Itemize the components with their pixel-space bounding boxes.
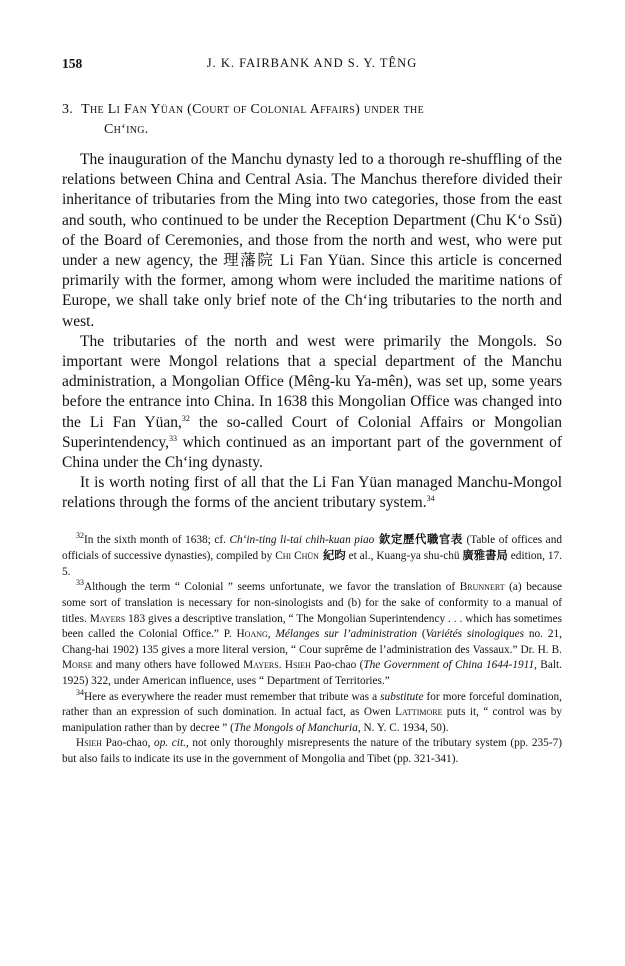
paragraph-2-part-a: The tributaries of the north and west were primarily the Mongols. So important were Mongol relations that a special department of the Manchu administration, a Mongolian Office (Mêng-ku Ya-mên), was set up, some years before the entrance into China. In 1638 this Mongolian Office was changed into the Li Fan Yüan,: [62, 332, 562, 431]
citation-abbrev: op. cit.: [154, 737, 186, 750]
footnote-text: , Balt. 1925) 322, under American influence, uses “ Department of Territories.”: [62, 659, 562, 687]
footnote-text: Pao-chao (: [310, 659, 364, 672]
cited-title: The Government of China 1644-1911: [363, 659, 535, 672]
chinese-characters: 廣雅書局: [462, 549, 508, 563]
cited-title: Ch‘in-ting li-tai chih-kuan piao: [229, 533, 375, 546]
footnote-text: and many others have followed: [92, 659, 244, 672]
author-name: Chi Chün: [275, 550, 319, 563]
footnote-text: In the sixth month of 1638; cf.: [84, 533, 230, 546]
author-name: Brunnert: [459, 581, 505, 594]
footnote-text: no. 21, Chang-hai 1902) 135 gives a more literal version, “ Cour suprême de l’administration des Vassaux.” Dr. H. B.: [62, 628, 562, 656]
section-title-line2: Ch‘ing.: [104, 122, 149, 137]
chinese-characters: 紀昀: [318, 549, 346, 563]
footnote-text: puts it, “ control was by manipulation rather than by decree ” (: [62, 706, 562, 734]
footnote-33: [62, 580, 562, 689]
section-title-line1: The Li Fan Yüan (Court of Colonial Affairs) under the: [81, 102, 424, 117]
footnote-text: (: [417, 628, 426, 641]
section-number: 3.: [62, 102, 74, 117]
paragraph-2-part-c: which continued as an important part of the government of China under the Ch‘ing dynasty.: [62, 433, 562, 472]
footnote-ref-34[interactable]: 34: [426, 494, 435, 504]
footnote-32: [62, 532, 562, 581]
author-name: Hsieh: [76, 737, 102, 750]
author-name: Mayers: [243, 659, 279, 672]
footnote-text: Although the term “ Colonial ” seems unfortunate, we favor the translation of: [84, 581, 460, 594]
footnote-text: , not only thoroughly misrepresents the nature of the tributary system (pp. 235-7) but also fails to indicate its use in the government of Mongolia and Tibet (pp. 321-341).: [62, 737, 562, 765]
cited-series: Variétés sinologiques: [425, 628, 525, 641]
footnote-text: (a) because some sort of translation is necessary for non-sinologists and (b) for the sake of conformity to a manual of titles.: [62, 581, 562, 625]
footnote-text: (Table of offices and officials of successive dynasties), compiled by: [62, 533, 562, 563]
paragraph-3: [62, 473, 562, 513]
running-title: J. K. FAIRBANK AND S. Y. TÊNG: [206, 56, 418, 70]
footnote-text: Here as everywhere the reader must remember that tribute was a: [84, 690, 381, 703]
footnote-text: , N. Y. C. 1934, 50).: [357, 721, 449, 734]
page: [62, 56, 562, 768]
paragraph-3-text: It is worth noting first of all that the Li Fan Yüan managed Manchu-Mongol relations through the forms of the ancient tributary system.: [62, 474, 562, 512]
paragraph-2: [62, 332, 562, 473]
running-header: [62, 56, 562, 78]
author-name: Mayers: [89, 612, 126, 625]
cited-title: Mélanges sur l’administration: [275, 628, 418, 641]
footnotes: [62, 532, 562, 768]
footnote-text: .: [278, 659, 285, 672]
page-number: 158: [62, 56, 83, 71]
section-heading: [62, 100, 562, 140]
footnote-34-continued: [62, 736, 562, 767]
paragraph-2-part-b: the so-called Court of Colonial Affairs or Mongolian Superintendency,: [62, 413, 562, 451]
paragraph-1: The inauguration of the Manchu dynasty led to a thorough re-shuffling of the relations between China and Central Asia. The Manchus therefore divided their inheritance of tributaries from the Ming into two categories, those from the east and south, who continued to be under the Reception Department (Chu K‘o Ssŭ) of the Board of Ceremonies, and those from the north and west, who were put under a new agency, the 理藩院 Li Fan Yüan. Since this article is concerned primarily with the former, among whom were included the maritime nations of Europe, we shall take only brief note of the Ch‘ing tributaries to the north and west.: [62, 151, 562, 330]
author-name: Hoang: [236, 628, 268, 641]
footnote-text: for more forceful domination, rather than an expression of such domination. In actual fact, as Owen: [62, 690, 562, 719]
cited-title: The Mongols of Manchuria: [233, 721, 358, 734]
footnote-number: 34: [76, 687, 84, 697]
emphasis: substitute: [380, 690, 424, 703]
footnote-number: 33: [76, 578, 84, 588]
footnote-text: ,: [267, 628, 276, 641]
footnote-text: 183 gives a descriptive translation, “ The Mongolian Superintendency . . . which has sometimes been called the Colonial Office.” P.: [62, 612, 562, 641]
footnote-ref-33[interactable]: 33: [169, 433, 178, 443]
footnote-number: 32: [76, 530, 84, 540]
footnote-34: [62, 687, 562, 737]
footnote-text: et al., Kuang-ya shu-chü: [345, 550, 463, 563]
footnote-ref-32[interactable]: 32: [181, 413, 190, 423]
author-name: Lattimore: [395, 706, 443, 719]
footnote-text: edition, 17. 5.: [62, 550, 562, 578]
author-name: Hsieh: [284, 659, 311, 672]
author-name: Morse: [62, 659, 93, 672]
footnote-text: Pao-chao,: [101, 737, 155, 750]
body-text: [62, 150, 562, 514]
chinese-characters: 欽定歷代職官表: [374, 532, 463, 546]
